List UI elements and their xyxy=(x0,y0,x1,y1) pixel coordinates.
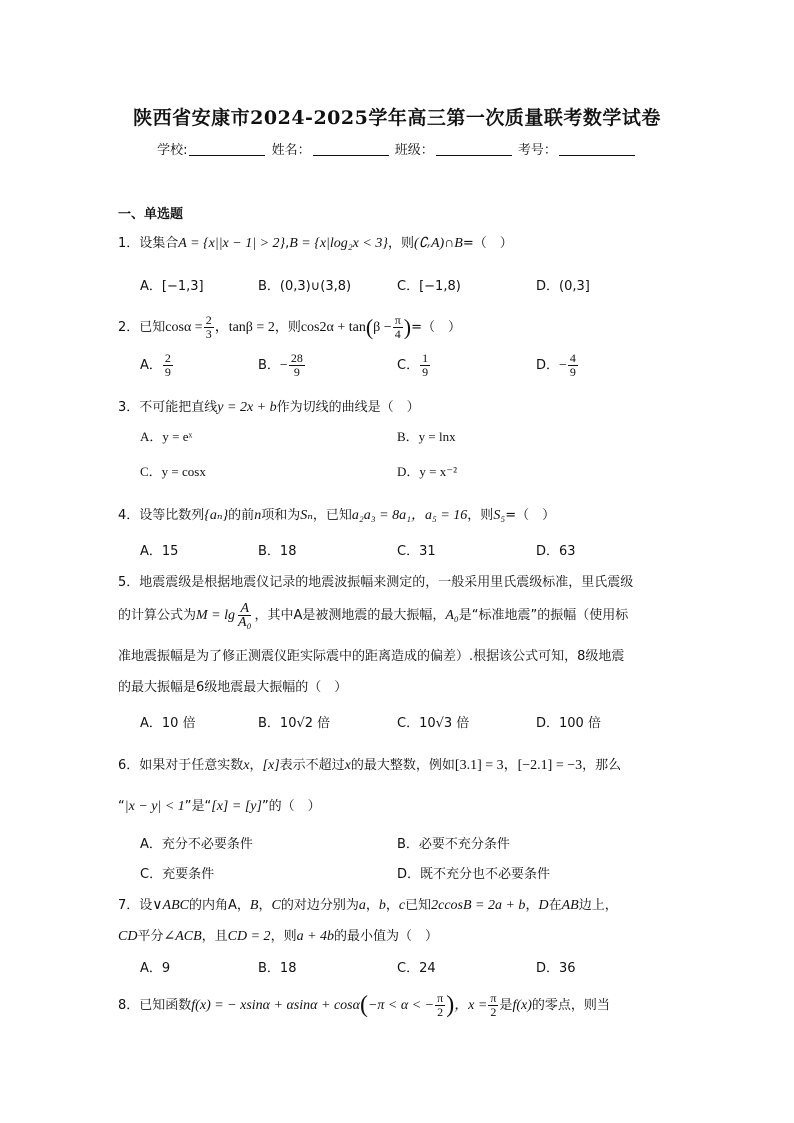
q2-tan: ，tanβ = 2 xyxy=(214,320,275,335)
q3-option-b[interactable]: B．y = lnx xyxy=(397,429,456,444)
q2-option-a-label: A． xyxy=(140,358,162,373)
question-3 xyxy=(118,396,420,416)
q6-condition-1: |x − y| < 1 xyxy=(124,799,185,814)
q5-option-d[interactable]: D．100 倍 xyxy=(536,716,601,731)
q8-stem-b: 是 xyxy=(499,998,513,1013)
q7-text-1e: ， xyxy=(365,898,379,913)
q4-n: n xyxy=(254,508,262,523)
question-5-line-1 xyxy=(118,571,633,590)
q6-floor-x: [x] xyxy=(262,758,280,773)
q2-cos-fraction xyxy=(204,314,214,341)
q2-expression-2: β − xyxy=(373,320,392,335)
q2-pi-numerator: π xyxy=(394,313,401,327)
q3-line: y = 2x + b xyxy=(217,400,277,415)
class-label: 班级： xyxy=(394,143,434,158)
q5-text-1: 地震震级是根据地震仪记录的地震波振幅来测定的，一般采用里氏震级标准，里氏震级 xyxy=(139,575,634,590)
q5-text-2a: 的计算公式为 xyxy=(118,608,197,623)
q4-sequence: {aₙ} xyxy=(204,508,229,523)
q2-option-d-label: D． xyxy=(536,358,560,373)
question-5-line-3: 准地震振幅是为了修正测震仪距实际震中的距离造成的偏差）.根据该公式可知，8级地震 xyxy=(118,649,625,664)
q2-option-a-denominator: 9 xyxy=(164,365,171,379)
question-5-line-4: 的最大振幅是6级地震最大振幅的（ ） xyxy=(118,680,348,695)
q1-option-d[interactable]: D．(0,3] xyxy=(536,279,590,294)
q7-angle: ∠ACB xyxy=(163,929,202,944)
q6-text-2a: “ xyxy=(118,799,125,814)
q1-option-a[interactable]: A．[−1,3] xyxy=(140,279,204,294)
q4-stem-b: 的前 xyxy=(228,508,255,523)
q2-pi-fraction xyxy=(393,314,403,341)
section-heading: 一、单选题 xyxy=(118,207,184,222)
q4-stem-e: ，则 xyxy=(467,508,494,523)
q2-option-b-label: B． xyxy=(258,358,280,373)
q2-option-b-denominator: 9 xyxy=(293,365,300,379)
q7-expression: a + 4b xyxy=(296,929,335,944)
q7-triangle: ∨ABC xyxy=(152,898,189,913)
q4-s5: S₅ xyxy=(493,508,506,523)
q2-option-d-sign: − xyxy=(559,358,567,373)
q2-cos-denominator: 3 xyxy=(205,327,212,341)
q1-option-c[interactable]: C．[−1,8) xyxy=(397,279,461,294)
q4-sn: Sₙ xyxy=(300,508,313,523)
q2-pi-denominator: 4 xyxy=(394,327,401,341)
q2-option-b-numerator: 28 xyxy=(290,351,303,365)
q4-stem-c: 项和为 xyxy=(261,508,301,523)
q3-stem-b: 作为切线的曲线是（ ） xyxy=(276,400,420,415)
q8-x-equals: ，x = xyxy=(454,998,488,1013)
q2-option-b[interactable] xyxy=(258,352,306,379)
q4-option-b[interactable]: B．18 xyxy=(258,544,297,559)
q1-set-a: A = {x||x − 1| > 2} xyxy=(178,236,286,251)
q2-cos-numerator: 2 xyxy=(205,313,212,327)
q5-a0: A₀ xyxy=(445,608,459,623)
q8-stem: 已知函数 xyxy=(139,998,192,1013)
school-label: 学校: xyxy=(157,143,188,158)
q4-number: 4． xyxy=(118,508,140,523)
q7-b-angle: B xyxy=(249,898,259,913)
q7-equation: 2ccosB = 2a + b xyxy=(431,898,526,913)
id-label: 考号： xyxy=(517,143,557,158)
q7-text-1d: 的对边分别为 xyxy=(280,898,359,913)
q3-option-a[interactable]: A．y = eˣ xyxy=(140,429,193,444)
q7-text-2b: ，且 xyxy=(201,929,228,944)
question-5-line-2 xyxy=(118,602,628,629)
name-blank[interactable] xyxy=(313,143,389,156)
q6-text-1d: 的最大整数，例如 xyxy=(350,758,455,773)
q5-option-a[interactable]: A．10 倍 xyxy=(140,716,196,731)
question-7-line-2 xyxy=(118,925,438,945)
q7-text-1a: 设 xyxy=(139,898,153,913)
q3-option-d[interactable]: D．y = x⁻² xyxy=(397,464,457,479)
q4-stem-f: =（ ） xyxy=(505,508,556,523)
q2-expression: cos2α + tan xyxy=(300,320,366,335)
q7-text-2c: ，则 xyxy=(270,929,297,944)
q2-option-b-fraction xyxy=(289,352,305,379)
q7-text-2a: 平分 xyxy=(137,929,164,944)
q6-option-a[interactable]: A．充分不必要条件 xyxy=(140,837,253,852)
q2-cos: cosα = xyxy=(165,320,203,335)
q4-stem-d: ，已知 xyxy=(312,508,352,523)
q1-set-b: B = {x|log₂x < 3} xyxy=(289,236,388,251)
q7-option-d[interactable]: D．36 xyxy=(536,961,576,976)
q7-text-1b: 的内角A， xyxy=(189,898,250,913)
q6-x-2: x xyxy=(344,758,351,773)
question-2: 2．已知cosα = $\frac{2}{3}$ ，tanβ = 2，则cos2α + tan(β − $\frac{\pi}{4}$ )=（ ） xyxy=(118,313,461,341)
q7-a: a xyxy=(358,898,366,913)
q7-option-b[interactable]: B．18 xyxy=(258,961,297,976)
q8-stem-c: 的零点，则当 xyxy=(531,998,610,1013)
q4-condition: a₂a₃ = 8a₁ xyxy=(351,508,411,523)
q5-text-2b: ，其中A是被测地震的最大振幅， xyxy=(254,608,446,623)
q6-option-d[interactable]: D．既不充分也不必要条件 xyxy=(397,867,551,882)
q7-option-a[interactable]: A．9 xyxy=(140,961,171,976)
q2-option-c[interactable] xyxy=(397,352,431,379)
q7-cd-value: CD = 2 xyxy=(227,929,271,944)
q7-option-c[interactable]: C．24 xyxy=(397,961,436,976)
q5-denominator: A₀ xyxy=(238,615,252,630)
student-info-line xyxy=(0,139,794,158)
q2-option-c-label: C． xyxy=(397,358,420,373)
q6-text-1b: ， xyxy=(249,758,263,773)
q4-option-d[interactable]: D．63 xyxy=(536,544,576,559)
q5-numerator: A xyxy=(240,601,249,616)
q6-example: [3.1] = 3，[−2.1] = −3 xyxy=(454,758,583,773)
q7-text-1c: ， xyxy=(258,898,272,913)
q7-d: D xyxy=(538,898,549,913)
q7-text-1i: 在 xyxy=(548,898,562,913)
q5-option-b[interactable]: B．10√2 倍 xyxy=(258,716,331,731)
q1-stem-b: ，则 xyxy=(387,236,414,251)
q7-number: 7． xyxy=(118,898,140,913)
q6-text-2c: ”的（ ） xyxy=(261,799,321,814)
q5-option-c[interactable]: C．10√3 倍 xyxy=(397,716,470,731)
q8-range-denominator: 2 xyxy=(437,1005,444,1019)
q7-c: c xyxy=(398,898,406,913)
q4-stem: 设等比数列 xyxy=(139,508,205,523)
q6-text-2b: ”是“ xyxy=(184,799,212,814)
q2-option-b-sign: − xyxy=(279,358,288,373)
q8-zero-denominator: 2 xyxy=(490,1005,497,1019)
q8-zero-fraction xyxy=(488,992,498,1019)
question-7-line-1 xyxy=(118,894,618,914)
q6-x: x xyxy=(243,758,250,773)
name-label: 姓名： xyxy=(271,143,311,158)
q7-text-1g: 已知 xyxy=(405,898,432,913)
q2-option-d[interactable] xyxy=(536,352,579,379)
q2-option-c-denominator: 9 xyxy=(422,365,429,379)
q2-option-d-fraction xyxy=(568,352,578,379)
page-title: 陕西省安康市2024-2025学年高三第一次质量联考数学试卷 xyxy=(133,107,661,129)
q5-fraction xyxy=(236,602,253,629)
q7-text-2d: 的最小值为（ ） xyxy=(334,929,439,944)
q5-number: 5． xyxy=(118,575,140,590)
q8-zero-numerator: π xyxy=(490,991,497,1005)
q6-option-b[interactable]: B．必要不充分条件 xyxy=(397,837,510,852)
q8-range: −π < α < − xyxy=(367,998,435,1013)
q1-stem-c: =（ ） xyxy=(462,236,513,251)
q1-expression: (∁ᵣA)∩B xyxy=(413,236,463,251)
q6-option-c[interactable]: C．充要条件 xyxy=(140,867,215,882)
question-6-line-1 xyxy=(118,754,621,774)
q1-number: 1． xyxy=(118,236,140,251)
q6-text-1c: 表示不超过 xyxy=(279,758,345,773)
q8-f: f(x) xyxy=(512,998,532,1013)
q7-cd: CD xyxy=(118,929,138,944)
question-4 xyxy=(118,504,555,524)
q7-ab: AB xyxy=(561,898,579,913)
q2-option-d-numerator: 4 xyxy=(569,351,576,365)
class-blank[interactable] xyxy=(436,143,512,156)
q3-option-c[interactable]: C．y = cosx xyxy=(140,464,206,479)
question-1: 1．设集合A = {x||x − 1| > 2},B = {x|log₂x < 3}，则(∁ᵣA)∩B=（ ） xyxy=(118,236,513,251)
q3-stem: 不可能把直线 xyxy=(139,400,218,415)
q2-option-c-fraction xyxy=(420,352,430,379)
q2-stem-c: =（ ） xyxy=(411,320,461,335)
q2-option-c-numerator: 1 xyxy=(422,351,429,365)
q6-condition-2: [x] = [y] xyxy=(211,799,262,814)
q4-option-a[interactable]: A．15 xyxy=(140,544,179,559)
school-blank[interactable] xyxy=(189,143,265,156)
q8-range-fraction xyxy=(435,992,445,1019)
q5-formula: M = lg xyxy=(196,608,236,623)
q2-stem: 已知 xyxy=(139,320,166,335)
q7-text-1j: 边上， xyxy=(578,898,618,913)
q2-option-d-denominator: 9 xyxy=(569,365,576,379)
q2-stem-b: ，则 xyxy=(274,320,301,335)
q6-text-1a: 如果对于任意实数 xyxy=(139,758,244,773)
q7-text-1h: ， xyxy=(525,898,539,913)
q7-c-angle: C xyxy=(271,898,281,913)
id-blank[interactable] xyxy=(559,143,635,156)
q1-option-b[interactable]: B．(0,3)∪(3,8) xyxy=(258,279,352,294)
q5-text-2c: 是“标准地震”的振幅（使用标 xyxy=(458,608,629,623)
q4-condition-2: ，a₅ = 16 xyxy=(410,508,468,523)
q4-option-c[interactable]: C．31 xyxy=(397,544,436,559)
q2-option-a-fraction xyxy=(163,352,173,379)
q2-option-a[interactable] xyxy=(140,352,174,379)
q7-b: b xyxy=(378,898,386,913)
question-6-line-2 xyxy=(118,795,321,815)
q8-function: f(x) = − xsinα + αsinα + cosα xyxy=(191,998,360,1013)
q2-number: 2． xyxy=(118,320,140,335)
q8-range-numerator: π xyxy=(437,991,444,1005)
q8-number: 8． xyxy=(118,998,140,1013)
q1-stem: 设集合 xyxy=(139,236,179,251)
q6-number: 6． xyxy=(118,758,140,773)
q7-text-1f: ， xyxy=(385,898,399,913)
question-8: 8．已知函数f(x) = − xsinα + αsinα + cosα(−π < α < − $\frac{\pi}{2}$ )，x = $\frac{\pi}{2}$ 是f(x)的零点，则当 xyxy=(118,991,610,1019)
q2-option-a-numerator: 2 xyxy=(164,351,171,365)
q3-number: 3． xyxy=(118,400,140,415)
q6-text-1e: ，那么 xyxy=(582,758,622,773)
